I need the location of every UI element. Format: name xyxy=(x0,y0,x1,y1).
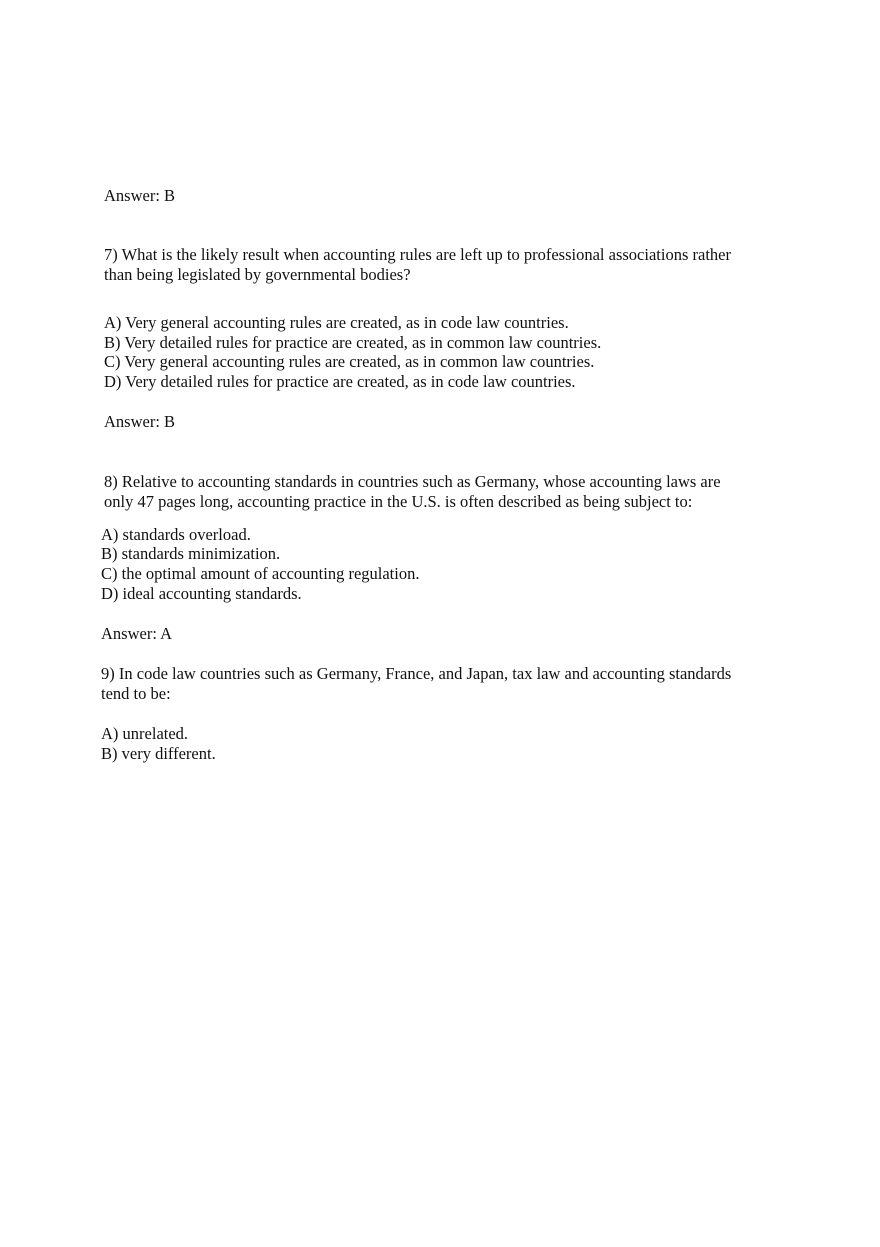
question-8-option-d: D) ideal accounting standards. xyxy=(101,584,302,603)
question-9-text-line-1: 9) In code law countries such as Germany, France, and Japan, tax law and accounting standards xyxy=(101,664,732,683)
question-7-option-a: A) Very general accounting rules are created, as in code law countries. xyxy=(104,313,569,332)
question-7-text-line-2: than being legislated by governmental bodies? xyxy=(104,265,411,284)
question-9-text-line-2: tend to be: xyxy=(101,684,171,703)
question-8-option-c: C) the optimal amount of accounting regulation. xyxy=(101,564,420,583)
question-9-option-b: B) very different. xyxy=(101,744,216,763)
question-7-option-c: C) Very general accounting rules are created, as in common law countries. xyxy=(104,352,595,371)
question-8-option-a: A) standards overload. xyxy=(101,525,251,544)
question-7-text-line-1: 7) What is the likely result when accounting rules are left up to professional associations rather xyxy=(104,245,731,264)
previous-answer: Answer: B xyxy=(104,186,176,205)
question-7-answer: Answer: B xyxy=(104,412,176,431)
question-9-option-a: A) unrelated. xyxy=(101,724,189,743)
question-7-option-b: B) Very detailed rules for practice are created, as in common law countries. xyxy=(104,333,602,352)
question-7-option-d: D) Very detailed rules for practice are created, as in code law countries. xyxy=(104,372,576,391)
question-8-text-line-2: only 47 pages long, accounting practice in the U.S. is often described as being subject to: xyxy=(104,492,693,511)
question-8-option-b: B) standards minimization. xyxy=(101,544,281,563)
question-8-text-line-1: 8) Relative to accounting standards in countries such as Germany, whose accounting laws are xyxy=(104,472,721,491)
question-8-answer: Answer: A xyxy=(101,624,173,643)
